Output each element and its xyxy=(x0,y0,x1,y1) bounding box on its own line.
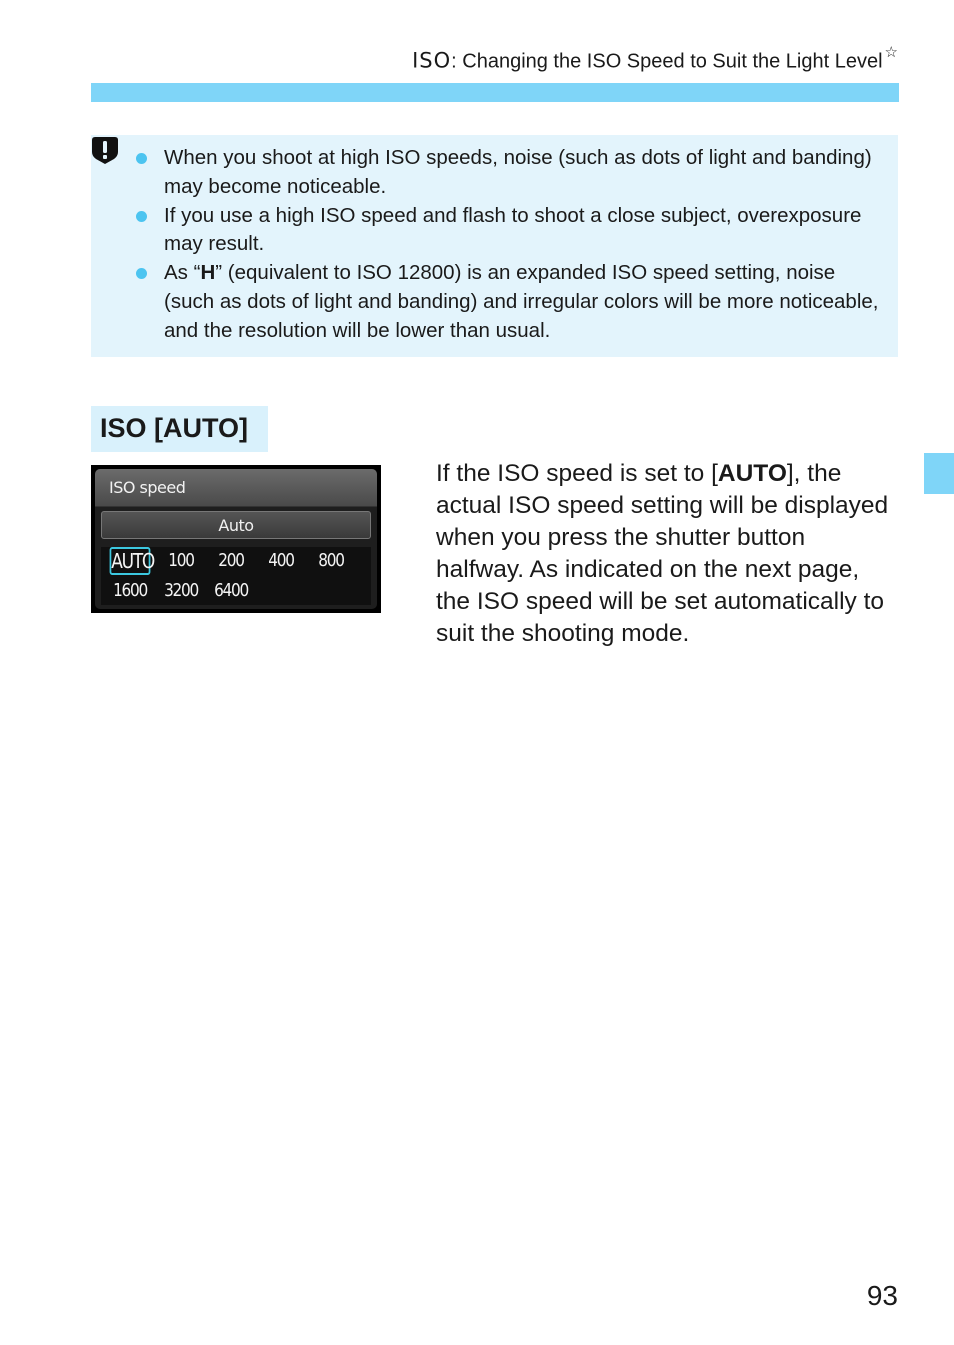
section-title: ISO [AUTO] xyxy=(91,406,268,452)
camera-screen-title: ISO speed xyxy=(95,469,377,507)
body-paragraph xyxy=(436,458,898,650)
body-text-bold: AUTO xyxy=(717,460,787,487)
header-bar xyxy=(91,83,899,102)
running-header xyxy=(0,46,898,74)
bullet-icon xyxy=(136,268,147,279)
camera-screen-image xyxy=(91,465,381,613)
caution-item xyxy=(134,259,884,345)
header-title: : Changing the ISO Speed to Suit the Light Level xyxy=(451,50,883,73)
caution-item-text-before: As “ xyxy=(164,261,201,285)
iso-option-auto: AUTO xyxy=(111,549,155,573)
caution-item xyxy=(134,202,884,260)
star-icon: ☆ xyxy=(884,44,898,61)
caution-item-text-after: ” (equivalent to ISO 12800) is an expanded ISO speed setting, noise (such as dots of light and banding) and irregular colors will be more noticeable, and the resolution will be lower than usual. xyxy=(164,261,879,342)
iso-option-100: 100 xyxy=(168,550,194,571)
caution-item-text: If you use a high ISO speed and flash to shoot a close subject, overexposure may result. xyxy=(164,203,862,256)
iso-option-800: 800 xyxy=(318,550,344,571)
caution-item xyxy=(134,144,884,202)
iso-symbol: ISO xyxy=(412,48,452,73)
camera-screen-options xyxy=(101,547,371,605)
bullet-icon xyxy=(136,211,147,222)
page-number: 93 xyxy=(866,1280,898,1311)
iso-option-1600: 1600 xyxy=(113,580,147,601)
caution-item-text: When you shoot at high ISO speeds, noise (such as dots of light and banding) may become noticeable. xyxy=(164,146,872,198)
iso-option-6400: 6400 xyxy=(214,580,248,601)
body-text-part1: If the ISO speed is set to [ xyxy=(436,460,718,487)
body-text-part2: ], the actual ISO speed setting will be displayed when you press the shutter button halfway. As indicated on the next page, the ISO speed will be set automatically to suit the shooting mode. xyxy=(436,460,889,647)
iso-option-200: 200 xyxy=(218,550,244,571)
chapter-tab xyxy=(924,453,954,494)
camera-screen xyxy=(95,469,377,609)
bullet-icon xyxy=(136,153,147,164)
caution-list xyxy=(134,144,884,346)
camera-screen-current-value: Auto xyxy=(101,511,371,539)
caution-item-text-bold: H xyxy=(200,261,216,285)
iso-option-400: 400 xyxy=(268,550,294,571)
caution-icon xyxy=(91,135,119,165)
iso-option-3200: 3200 xyxy=(164,580,198,601)
